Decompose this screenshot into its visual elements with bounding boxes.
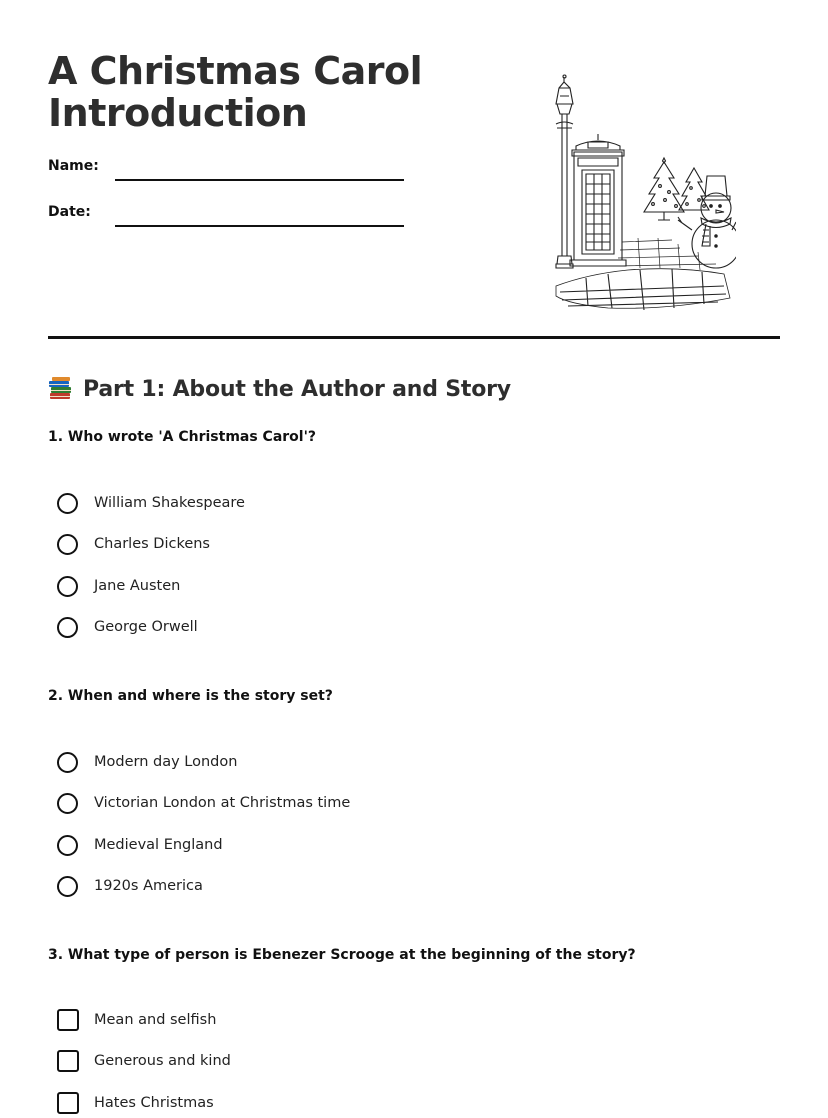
q1-option-3[interactable] [57, 573, 180, 599]
option-label: Generous and kind [94, 1053, 231, 1069]
question-1: 1. Who wrote 'A Christmas Carol'? [48, 429, 317, 445]
title-line-2: Introduction [48, 91, 308, 135]
date-input-line[interactable] [115, 225, 404, 227]
q1-option-2[interactable] [57, 531, 210, 557]
name-field[interactable] [48, 158, 408, 188]
radio-button[interactable] [57, 576, 78, 597]
option-label: Charles Dickens [94, 536, 210, 552]
date-label: Date: [48, 204, 91, 220]
part1-heading-text: Part 1: About the Author and Story [83, 376, 511, 402]
option-label: Victorian London at Christmas time [94, 795, 351, 811]
question-2: 2. When and where is the story set? [48, 688, 333, 704]
books-icon [48, 376, 74, 402]
q1-option-4[interactable] [57, 614, 198, 640]
street-lamp-icon [556, 75, 573, 268]
q3-option-1[interactable] [57, 1007, 216, 1033]
q1-option-1[interactable] [57, 490, 245, 516]
radio-button[interactable] [57, 793, 78, 814]
christmas-street-illustration [548, 74, 736, 314]
name-input-line[interactable] [115, 179, 404, 181]
option-label: Modern day London [94, 754, 238, 770]
question-3: 3. What type of person is Ebenezer Scrooge at the beginning of the story? [48, 947, 636, 963]
option-label: George Orwell [94, 619, 198, 635]
date-field[interactable] [48, 204, 408, 234]
name-label: Name: [48, 158, 99, 174]
q2-option-1[interactable] [57, 749, 237, 775]
radio-button[interactable] [57, 493, 78, 514]
radio-button[interactable] [57, 534, 78, 555]
snowman-icon [678, 176, 736, 268]
phone-box-icon [570, 134, 626, 266]
option-label: Jane Austen [94, 578, 181, 594]
option-label: Medieval England [94, 837, 223, 853]
option-label: Hates Christmas [94, 1095, 214, 1111]
radio-button[interactable] [57, 876, 78, 897]
checkbox[interactable] [57, 1050, 79, 1072]
radio-button[interactable] [57, 752, 78, 773]
christmas-tree-icon [644, 158, 709, 220]
option-label: Mean and selfish [94, 1012, 217, 1028]
checkbox[interactable] [57, 1092, 79, 1114]
checkbox[interactable] [57, 1009, 79, 1031]
option-label: William Shakespeare [94, 495, 245, 511]
q3-option-2[interactable] [57, 1048, 231, 1074]
radio-button[interactable] [57, 835, 78, 856]
q2-option-2[interactable] [57, 790, 350, 816]
q2-option-3[interactable] [57, 832, 223, 858]
section-divider [48, 336, 780, 339]
page-title [48, 50, 518, 134]
title-line-1: A Christmas Carol [48, 49, 423, 93]
part1-heading [48, 373, 511, 405]
q3-option-3[interactable] [57, 1090, 214, 1116]
radio-button[interactable] [57, 617, 78, 638]
option-label: 1920s America [94, 878, 203, 894]
q2-option-4[interactable] [57, 873, 203, 899]
